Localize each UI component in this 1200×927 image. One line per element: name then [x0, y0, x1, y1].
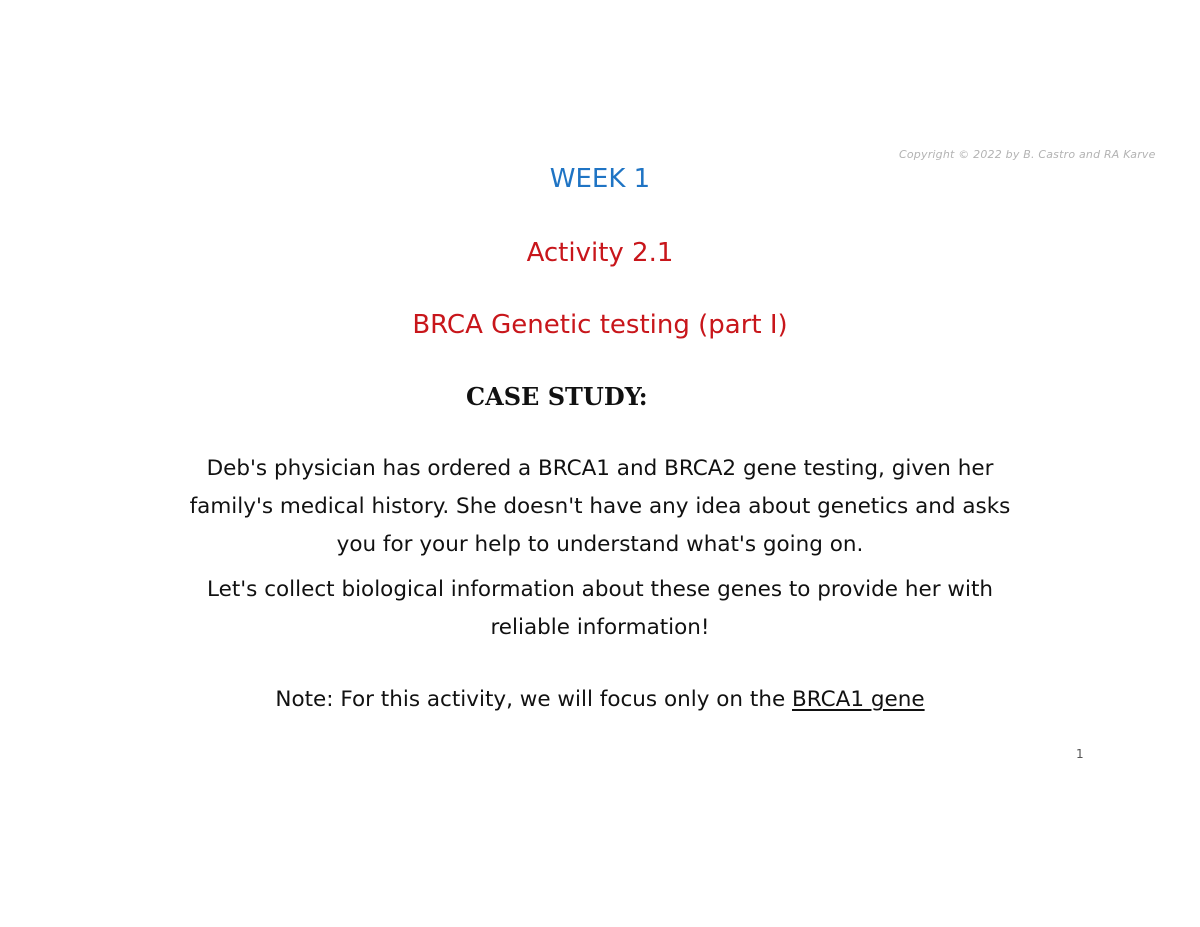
note-emphasis: BRCA1 gene	[792, 687, 925, 712]
note-prefix: Note: For this activity, we will focus only on the	[275, 687, 793, 712]
week-heading: WEEK 1	[549, 164, 651, 194]
note-text	[0, 687, 1200, 712]
body-line: Deb's physician has ordered a BRCA1 and BRCA2 gene testing, given her	[206, 456, 994, 481]
body-line: reliable information!	[490, 615, 710, 640]
body-line: Let's collect biological information about these genes to provide her with	[207, 577, 993, 602]
page-number: 1	[1076, 747, 1084, 761]
activity-heading: Activity 2.1	[526, 238, 674, 268]
body-line: you for your help to understand what's going on.	[336, 532, 864, 557]
body-line: family's medical history. She doesn't have any idea about genetics and asks	[189, 494, 1011, 519]
case-study-heading: CASE STUDY:	[466, 382, 648, 411]
topic-heading: BRCA Genetic testing (part I)	[412, 310, 788, 340]
copyright-notice: Copyright © 2022 by B. Castro and RA Karve	[899, 148, 1156, 161]
